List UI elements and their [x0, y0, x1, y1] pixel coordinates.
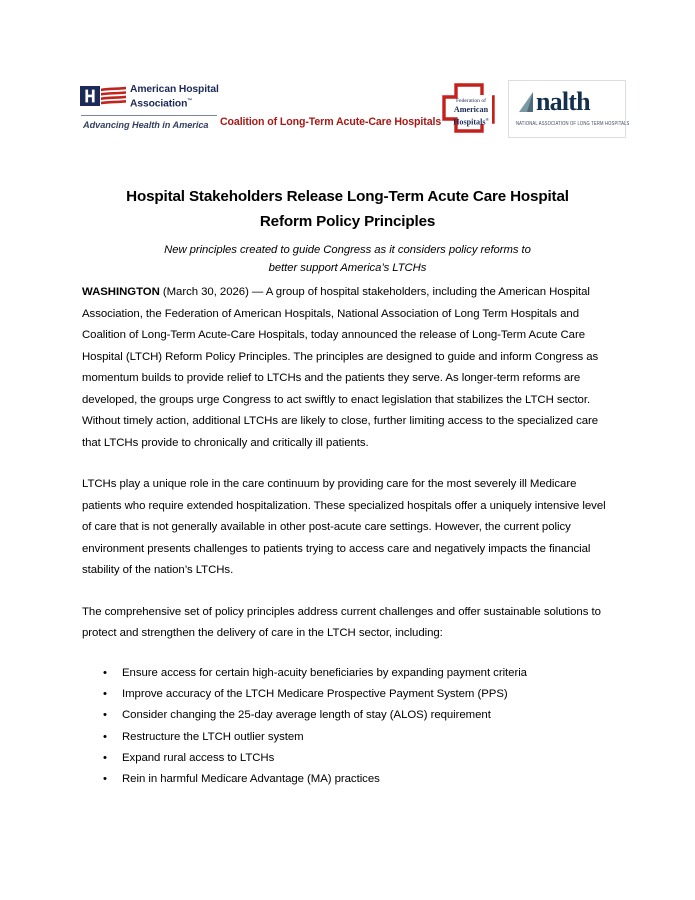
list-item [82, 684, 614, 705]
paragraph-3: The comprehensive set of policy principles address current challenges and offer sustainable solutions to protect and strengthen the delivery of care in the LTCH sector, including: [82, 605, 601, 639]
bullet-marker-icon: • [103, 730, 107, 743]
bullet-marker-icon: • [103, 751, 107, 764]
nalth-wordmark: nalth [536, 87, 590, 116]
list-item [82, 663, 614, 684]
aha-divider-rule [81, 115, 217, 116]
fah-text-block [448, 98, 494, 127]
federation-of-american-hospitals-logo [438, 82, 498, 136]
aha-name-line1: American Hospital [130, 84, 219, 95]
page-subtitle-line1: New principles created to guide Congress as it considers policy reforms to [164, 244, 531, 256]
header-logo-band [0, 80, 695, 142]
page-subtitle-line2: better support America’s LTCHs [268, 262, 427, 274]
aha-tagline: Advancing Health in America [83, 120, 209, 130]
paragraph-1 [82, 282, 614, 454]
fah-line3-text: Hospitals [453, 117, 486, 127]
list-item-label: Restructure the LTCH outlier system [122, 730, 304, 743]
page-subtitle [82, 241, 613, 277]
dateline: WASHINGTON [82, 286, 160, 298]
fah-registered-symbol: ® [485, 116, 489, 122]
bullet-marker-icon: • [103, 688, 107, 701]
list-item [82, 727, 614, 748]
list-item [82, 705, 614, 726]
aha-flag-icon [80, 86, 128, 112]
bullet-marker-icon: • [103, 709, 107, 722]
coalition-ltach-logo-text: Coalition of Long-Term Acute-Care Hospitals [220, 116, 442, 128]
fah-line3 [448, 115, 494, 127]
american-hospital-association-logo [80, 84, 220, 139]
aha-name-block [130, 84, 219, 109]
list-item-label: Consider changing the 25-day average length of stay (ALOS) requirement [122, 709, 491, 722]
nalth-logo [508, 80, 630, 138]
paragraph-2: LTCHs play a unique role in the care continuum by providing care for the most severely ill Medicare patients who require extended hospitalization. These specialized hospitals offer a uniquely intensive level of care that is not generally available in other post-acute care settings. However, the current policy environment presents challenges to patients trying to access care and negatively impacts the financial stability of the nation’s LTCHs. [82, 478, 606, 576]
aha-name-line2 [130, 96, 219, 110]
list-item [82, 769, 614, 790]
page-title-line1: Hospital Stakeholders Release Long-Term Acute Care Hospital [126, 188, 569, 205]
list-item-label: Rein in harmful Medicare Advantage (MA) practices [122, 773, 380, 786]
fah-line1: Federation of [456, 98, 486, 104]
body-content [82, 282, 614, 645]
page-title [82, 184, 613, 234]
nalth-triangle-icon [519, 92, 537, 114]
paragraph-1-text: (March 30, 2026) — A group of hospital stakeholders, including the American Hospital Association, the Federation of American Hospitals, National Association of Long Term Hospitals and Coalition of Long-Term Acute-Care Hospitals, today announced the release of Long-Term Acute Care Hospital (LTCH) Reform Policy Principles. The principles are designed to guide and inform Congress as momentum builds to provide relief to LTCHs and the patients they serve. As longer-term reforms are developed, the groups urge Congress to act swiftly to enact legislation that stabilizes the LTCH sector. Without timely action, additional LTCHs are likely to close, further limiting access to the specialized care that LTCHs provide to chronically and critically ill patients. [82, 286, 599, 449]
list-item [82, 748, 614, 769]
aha-name-line2-text: Association [130, 97, 188, 109]
bullet-marker-icon: • [103, 773, 107, 786]
list-item-label: Improve accuracy of the LTCH Medicare Prospective Payment System (PPS) [122, 688, 508, 701]
fah-line2: American [453, 105, 489, 114]
nalth-subtitle: NATIONAL ASSOCIATION OF LONG TERM HOSPITALS [516, 120, 630, 127]
policy-principles-list [82, 663, 614, 790]
list-item-label: Expand rural access to LTCHs [122, 751, 275, 764]
aha-trademark-symbol: ™ [187, 97, 193, 104]
title-block [82, 184, 613, 277]
page-title-line2: Reform Policy Principles [259, 213, 436, 230]
bullet-marker-icon: • [103, 667, 107, 679]
list-item-label: Ensure access for certain high-acuity beneficiaries by expanding payment criteria [122, 667, 527, 679]
